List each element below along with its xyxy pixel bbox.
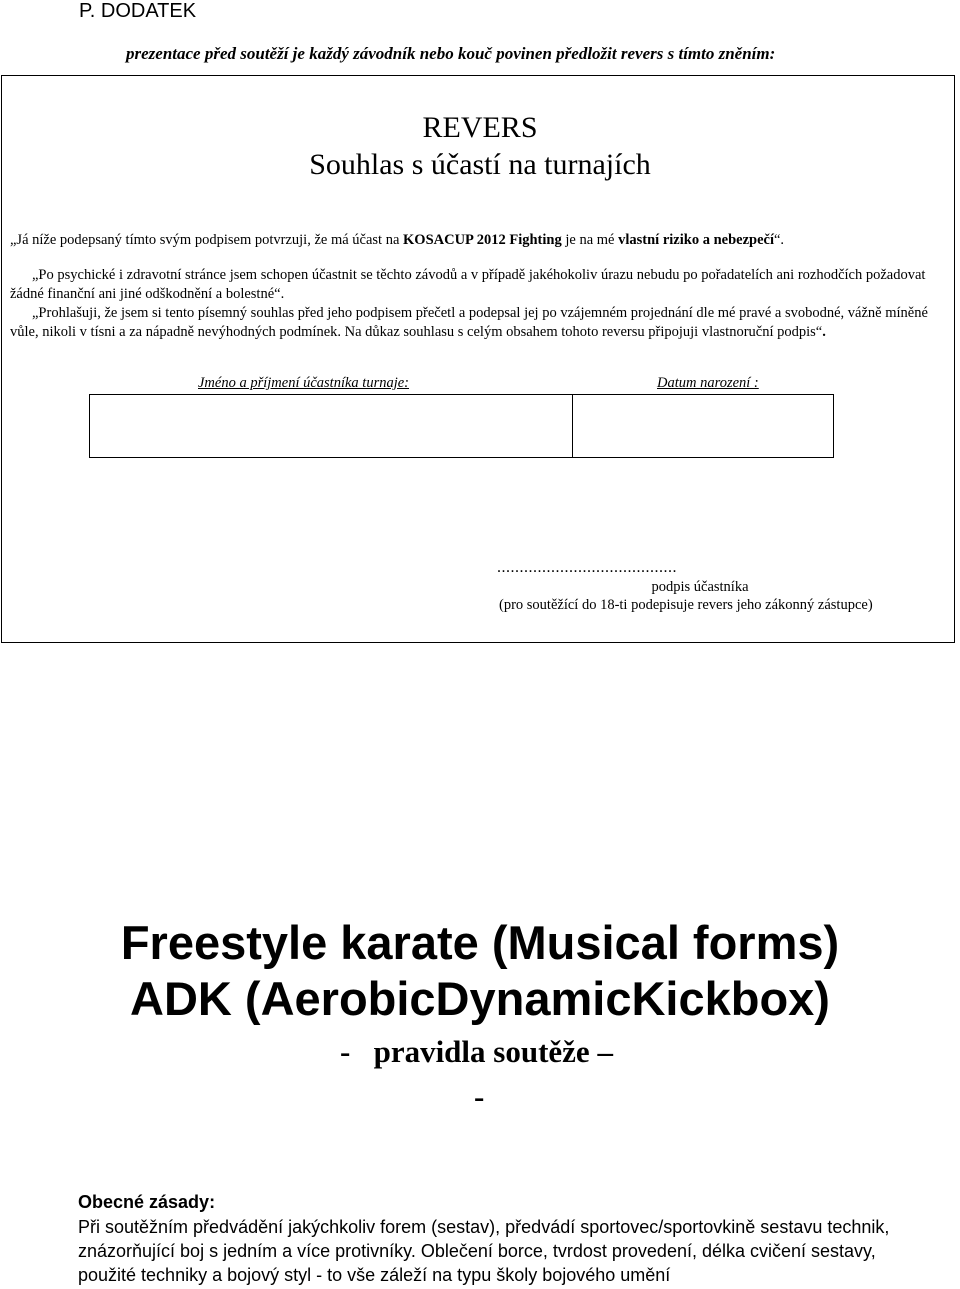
revers-subtitle: Souhlas s účastí na turnajích <box>309 148 651 181</box>
intro-text: prezentace před soutěží je každý závodník nebo kouč povinen předložit revers s tímto zněním: <box>126 44 776 63</box>
rules-subtitle: - pravidla soutěže – <box>340 1034 613 1069</box>
dob-field[interactable] <box>572 394 834 458</box>
name-field-label: Jméno a příjmení účastníka turnaje: <box>198 375 410 391</box>
p3-text: „Prohlašuji, že jsem si tento písemný souhlas před jeho podpisem přečetl a podepsal jej po vzájemném projednání dle mé pravé a svobodné, vážně míněné vůle, nikoli v tísni a za nápadně nevýhodných podmínek. Na důkaz souhlasu s celým obsahem tohoto reversu připojuji vlastnoruční podpis“ <box>10 305 928 340</box>
rules-title-line-2: ADK (AerobicDynamicKickbox) <box>130 972 830 1025</box>
rules-subtitle-dash: - <box>474 1079 485 1114</box>
p1-text-c: je na mé <box>561 232 619 248</box>
signature-label: podpis účastníka <box>651 579 749 595</box>
revers-paragraph-3 <box>10 304 945 342</box>
risk-phrase: vlastní riziko a nebezpečí <box>618 232 774 248</box>
revers-paragraph-2: „Po psychické i zdravotní stránce jsem schopen účastnit se těchto závodů a v případě jakéhokoliv úrazu nebudu po pořadatelích ani rozhodčích požadovat žádné finanční ani jiné odškodnění a bolestné“. <box>10 267 926 302</box>
general-principles-heading: Obecné zásady: <box>78 1192 216 1212</box>
p1-text-a: „Já níže podepsaný tímto svým podpisem potvrzuji, že má účast na <box>10 232 404 248</box>
signature-note: (pro soutěžící do 18-ti podepisuje revers jeho zákonný zástupce) <box>499 597 873 613</box>
dob-field-label: Datum narození : <box>657 375 759 391</box>
revers-paragraph-1 <box>10 231 945 250</box>
name-field[interactable] <box>89 394 573 458</box>
rules-title-line-1: Freestyle karate (Musical forms) <box>120 916 840 969</box>
p3-period: . <box>822 324 826 340</box>
signature-line: ........................................ <box>497 559 677 576</box>
revers-title: REVERS <box>422 111 538 144</box>
section-title: P. DODATEK <box>79 0 197 22</box>
p1-text-e: “. <box>773 232 785 248</box>
event-name: KOSACUP 2012 Fighting <box>403 232 562 248</box>
general-principles-text: Při soutěžním předvádění jakýchkoliv forem (sestav), předvádí sportovec/sportovkině sestavu technik, znázorňující boj s jedním a více protivníky. Oblečení borce, tvrdost provedení, délka cvičení sestavy, použité techniky a bojový styl - to vše záleží na typu školy bojového umění <box>78 1217 890 1285</box>
